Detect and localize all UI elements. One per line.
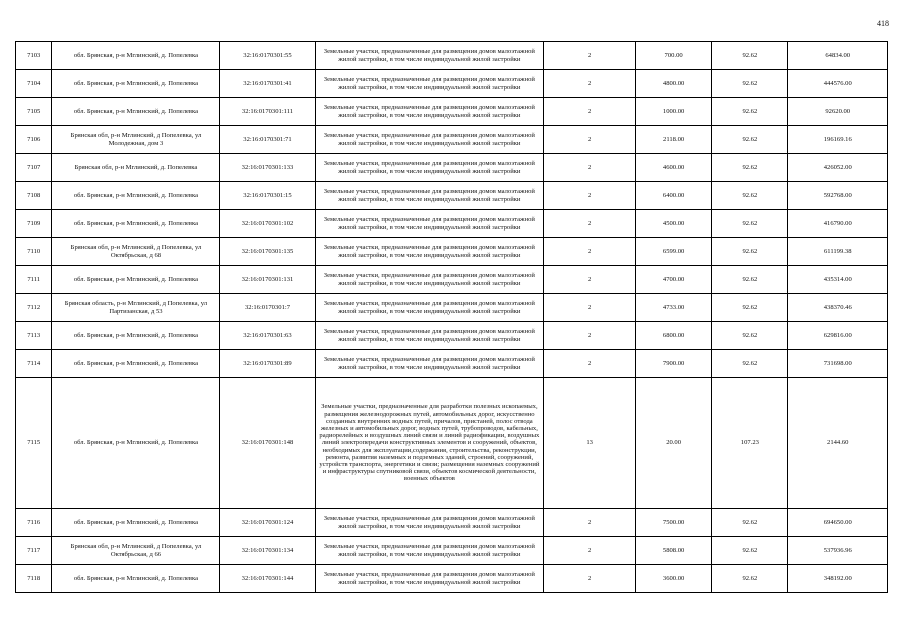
table-row — [16, 210, 888, 238]
address-cell: Брянская обл, р-н Мглинский, д Попелевка, ул Молодежная, дом 3 — [52, 126, 220, 154]
address-cell: обл. Брянская, р-н Мглинский, д. Попелевка — [52, 322, 220, 350]
table-row — [16, 182, 888, 210]
row-number-cell: 7114 — [16, 350, 52, 378]
area-cell: 700.00 — [635, 42, 711, 70]
specific-value-cell: 92.62 — [712, 509, 788, 537]
address-cell: обл. Брянская, р-н Мглинский, д. Попелевка — [52, 210, 220, 238]
row-number-cell: 7108 — [16, 182, 52, 210]
area-cell: 4500.00 — [635, 210, 711, 238]
area-cell: 2118.00 — [635, 126, 711, 154]
land-use-cell: Земельные участки, предназначенные для размещения домов малоэтажной жилой застройки, в том числе индивидуальной жилой застройки — [315, 210, 544, 238]
cadastral-value-cell: 444576.00 — [788, 70, 888, 98]
land-use-cell: Земельные участки, предназначенные для разработки полезных ископаемых, размещения железнодорожных путей, автомобильных дорог, искусственно созданных внутренних водных путей, причалов, пристаней, полос отвода железных и автомобильных дорог, водных путей, трубопроводов, кабельных, радиорелейных и воздушных линий связи и линий радиофикации, воздушных линий электропередачи конструктивных элементов и сооружений, объектов, необходимых для эксплуатации,содержания, строительства, реконструкции, ремонта, развития наземных и подземных зданий, строений, сооружений, устройств транспорта, энергетики и связи; размещения наземных сооружений и инфраструктуры спутниковой связи, объектов космической деятельности, военных объектов — [315, 378, 544, 509]
land-use-cell: Земельные участки, предназначенные для размещения домов малоэтажной жилой застройки, в том числе индивидуальной жилой застройки — [315, 294, 544, 322]
land-use-cell: Земельные участки, предназначенные для размещения домов малоэтажной жилой застройки, в том числе индивидуальной жилой застройки — [315, 322, 544, 350]
use-group-cell: 2 — [544, 238, 636, 266]
cadastral-value-cell: 64834.00 — [788, 42, 888, 70]
table-row — [16, 238, 888, 266]
use-group-cell: 2 — [544, 126, 636, 154]
cadastral-number-cell: 32:16:0170301:148 — [220, 378, 315, 509]
area-cell: 4733.00 — [635, 294, 711, 322]
area-cell: 6599.00 — [635, 238, 711, 266]
use-group-cell: 2 — [544, 210, 636, 238]
table-row — [16, 509, 888, 537]
row-number-cell: 7104 — [16, 70, 52, 98]
cadastral-number-cell: 32:16:0170301:7 — [220, 294, 315, 322]
use-group-cell: 2 — [544, 509, 636, 537]
land-registry-table — [15, 41, 888, 593]
row-number-cell: 7117 — [16, 537, 52, 565]
registry-table-body — [16, 42, 888, 593]
cadastral-value-cell: 426052.00 — [788, 154, 888, 182]
land-use-cell: Земельные участки, предназначенные для размещения домов малоэтажной жилой застройки, в том числе индивидуальной жилой застройки — [315, 350, 544, 378]
row-number-cell: 7106 — [16, 126, 52, 154]
cadastral-number-cell: 32:16:0170301:144 — [220, 565, 315, 593]
cadastral-value-cell: 629816.00 — [788, 322, 888, 350]
land-use-cell: Земельные участки, предназначенные для размещения домов малоэтажной жилой застройки, в том числе индивидуальной жилой застройки — [315, 238, 544, 266]
specific-value-cell: 92.62 — [712, 182, 788, 210]
use-group-cell: 2 — [544, 537, 636, 565]
specific-value-cell: 92.62 — [712, 322, 788, 350]
address-cell: обл. Брянская, р-н Мглинский, д. Попелевка — [52, 565, 220, 593]
specific-value-cell: 92.62 — [712, 294, 788, 322]
cadastral-number-cell: 32:16:0170301:124 — [220, 509, 315, 537]
area-cell: 7900.00 — [635, 350, 711, 378]
specific-value-cell: 92.62 — [712, 565, 788, 593]
cadastral-value-cell: 438370.46 — [788, 294, 888, 322]
cadastral-number-cell: 32:16:0170301:41 — [220, 70, 315, 98]
table-row — [16, 42, 888, 70]
cadastral-value-cell: 537936.96 — [788, 537, 888, 565]
cadastral-value-cell: 2144.60 — [788, 378, 888, 509]
cadastral-number-cell: 32:16:0170301:63 — [220, 322, 315, 350]
area-cell: 1000.00 — [635, 98, 711, 126]
cadastral-value-cell: 592768.00 — [788, 182, 888, 210]
land-use-cell: Земельные участки, предназначенные для размещения домов малоэтажной жилой застройки, в том числе индивидуальной жилой застройки — [315, 42, 544, 70]
address-cell: обл. Брянская, р-н Мглинский, д. Попелевка — [52, 509, 220, 537]
cadastral-value-cell: 611199.38 — [788, 238, 888, 266]
land-use-cell: Земельные участки, предназначенные для размещения домов малоэтажной жилой застройки, в том числе индивидуальной жилой застройки — [315, 70, 544, 98]
cadastral-value-cell: 196169.16 — [788, 126, 888, 154]
specific-value-cell: 92.62 — [712, 70, 788, 98]
use-group-cell: 2 — [544, 42, 636, 70]
address-cell: обл. Брянская, р-н Мглинский, д. Попелевка — [52, 350, 220, 378]
specific-value-cell: 92.62 — [712, 350, 788, 378]
cadastral-value-cell: 92620.00 — [788, 98, 888, 126]
cadastral-number-cell: 32:16:0170301:134 — [220, 537, 315, 565]
land-use-cell: Земельные участки, предназначенные для размещения домов малоэтажной жилой застройки, в том числе индивидуальной жилой застройки — [315, 126, 544, 154]
specific-value-cell: 92.62 — [712, 266, 788, 294]
specific-value-cell: 92.62 — [712, 126, 788, 154]
cadastral-value-cell: 416790.00 — [788, 210, 888, 238]
land-use-cell: Земельные участки, предназначенные для размещения домов малоэтажной жилой застройки, в том числе индивидуальной жилой застройки — [315, 182, 544, 210]
area-cell: 20.00 — [635, 378, 711, 509]
address-cell: обл. Брянская, р-н Мглинский, д. Попелевка — [52, 70, 220, 98]
cadastral-number-cell: 32:16:0170301:55 — [220, 42, 315, 70]
land-use-cell: Земельные участки, предназначенные для размещения домов малоэтажной жилой застройки, в том числе индивидуальной жилой застройки — [315, 154, 544, 182]
table-row — [16, 154, 888, 182]
table-row — [16, 322, 888, 350]
area-cell: 4600.00 — [635, 154, 711, 182]
specific-value-cell: 92.62 — [712, 154, 788, 182]
use-group-cell: 13 — [544, 378, 636, 509]
address-cell: обл. Брянская, р-н Мглинский, д. Попелевка — [52, 378, 220, 509]
row-number-cell: 7118 — [16, 565, 52, 593]
specific-value-cell: 107.23 — [712, 378, 788, 509]
row-number-cell: 7103 — [16, 42, 52, 70]
table-row — [16, 98, 888, 126]
page-number: 418 — [877, 19, 889, 28]
row-number-cell: 7109 — [16, 210, 52, 238]
table-row — [16, 565, 888, 593]
cadastral-number-cell: 32:16:0170301:133 — [220, 154, 315, 182]
address-cell: Брянская обл, р-н Мглинский, д. Попелевка — [52, 154, 220, 182]
table-row — [16, 126, 888, 154]
row-number-cell: 7116 — [16, 509, 52, 537]
land-use-cell: Земельные участки, предназначенные для размещения домов малоэтажной жилой застройки, в том числе индивидуальной жилой застройки — [315, 565, 544, 593]
table-row — [16, 70, 888, 98]
row-number-cell: 7115 — [16, 378, 52, 509]
area-cell: 6400.00 — [635, 182, 711, 210]
specific-value-cell: 92.62 — [712, 98, 788, 126]
area-cell: 6800.00 — [635, 322, 711, 350]
row-number-cell: 7105 — [16, 98, 52, 126]
use-group-cell: 2 — [544, 322, 636, 350]
cadastral-value-cell: 348192.00 — [788, 565, 888, 593]
land-use-cell: Земельные участки, предназначенные для размещения домов малоэтажной жилой застройки, в том числе индивидуальной жилой застройки — [315, 266, 544, 294]
use-group-cell: 2 — [544, 565, 636, 593]
use-group-cell: 2 — [544, 182, 636, 210]
specific-value-cell: 92.62 — [712, 238, 788, 266]
use-group-cell: 2 — [544, 350, 636, 378]
cadastral-number-cell: 32:16:0170301:135 — [220, 238, 315, 266]
area-cell: 4700.00 — [635, 266, 711, 294]
row-number-cell: 7110 — [16, 238, 52, 266]
address-cell: обл. Брянская, р-н Мглинский, д. Попелевка — [52, 42, 220, 70]
use-group-cell: 2 — [544, 70, 636, 98]
table-row — [16, 294, 888, 322]
cadastral-number-cell: 32:16:0170301:111 — [220, 98, 315, 126]
table-row — [16, 537, 888, 565]
row-number-cell: 7112 — [16, 294, 52, 322]
table-row — [16, 350, 888, 378]
row-number-cell: 7107 — [16, 154, 52, 182]
cadastral-number-cell: 32:16:0170301:71 — [220, 126, 315, 154]
cadastral-number-cell: 32:16:0170301:102 — [220, 210, 315, 238]
specific-value-cell: 92.62 — [712, 42, 788, 70]
land-use-cell: Земельные участки, предназначенные для размещения домов малоэтажной жилой застройки, в том числе индивидуальной жилой застройки — [315, 98, 544, 126]
cadastral-value-cell: 694650.00 — [788, 509, 888, 537]
specific-value-cell: 92.62 — [712, 210, 788, 238]
row-number-cell: 7111 — [16, 266, 52, 294]
area-cell: 7500.00 — [635, 509, 711, 537]
table-row — [16, 266, 888, 294]
address-cell: обл. Брянская, р-н Мглинский, д. Попелевка — [52, 182, 220, 210]
address-cell: Брянская область, р-н Мглинский, д Попелевка, ул Партизанская, д 53 — [52, 294, 220, 322]
area-cell: 4800.00 — [635, 70, 711, 98]
table-row — [16, 378, 888, 509]
use-group-cell: 2 — [544, 294, 636, 322]
address-cell: Брянская обл, р-н Мглинский, д Попелевка, ул Октябрьская, д 66 — [52, 537, 220, 565]
area-cell: 3600.00 — [635, 565, 711, 593]
cadastral-value-cell: 435314.00 — [788, 266, 888, 294]
cadastral-value-cell: 731698.00 — [788, 350, 888, 378]
land-use-cell: Земельные участки, предназначенные для размещения домов малоэтажной жилой застройки, в том числе индивидуальной жилой застройки — [315, 509, 544, 537]
address-cell: обл. Брянская, р-н Мглинский, д. Попелевка — [52, 98, 220, 126]
address-cell: Брянская обл, р-н Мглинский, д Попелевка, ул Октябрьская, д 68 — [52, 238, 220, 266]
row-number-cell: 7113 — [16, 322, 52, 350]
use-group-cell: 2 — [544, 266, 636, 294]
use-group-cell: 2 — [544, 98, 636, 126]
land-use-cell: Земельные участки, предназначенные для размещения домов малоэтажной жилой застройки, в том числе индивидуальной жилой застройки — [315, 537, 544, 565]
specific-value-cell: 92.62 — [712, 537, 788, 565]
address-cell: обл. Брянская, р-н Мглинский, д. Попелевка — [52, 266, 220, 294]
cadastral-number-cell: 32:16:0170301:15 — [220, 182, 315, 210]
use-group-cell: 2 — [544, 154, 636, 182]
cadastral-number-cell: 32:16:0170301:131 — [220, 266, 315, 294]
cadastral-number-cell: 32:16:0170301:89 — [220, 350, 315, 378]
area-cell: 5808.00 — [635, 537, 711, 565]
